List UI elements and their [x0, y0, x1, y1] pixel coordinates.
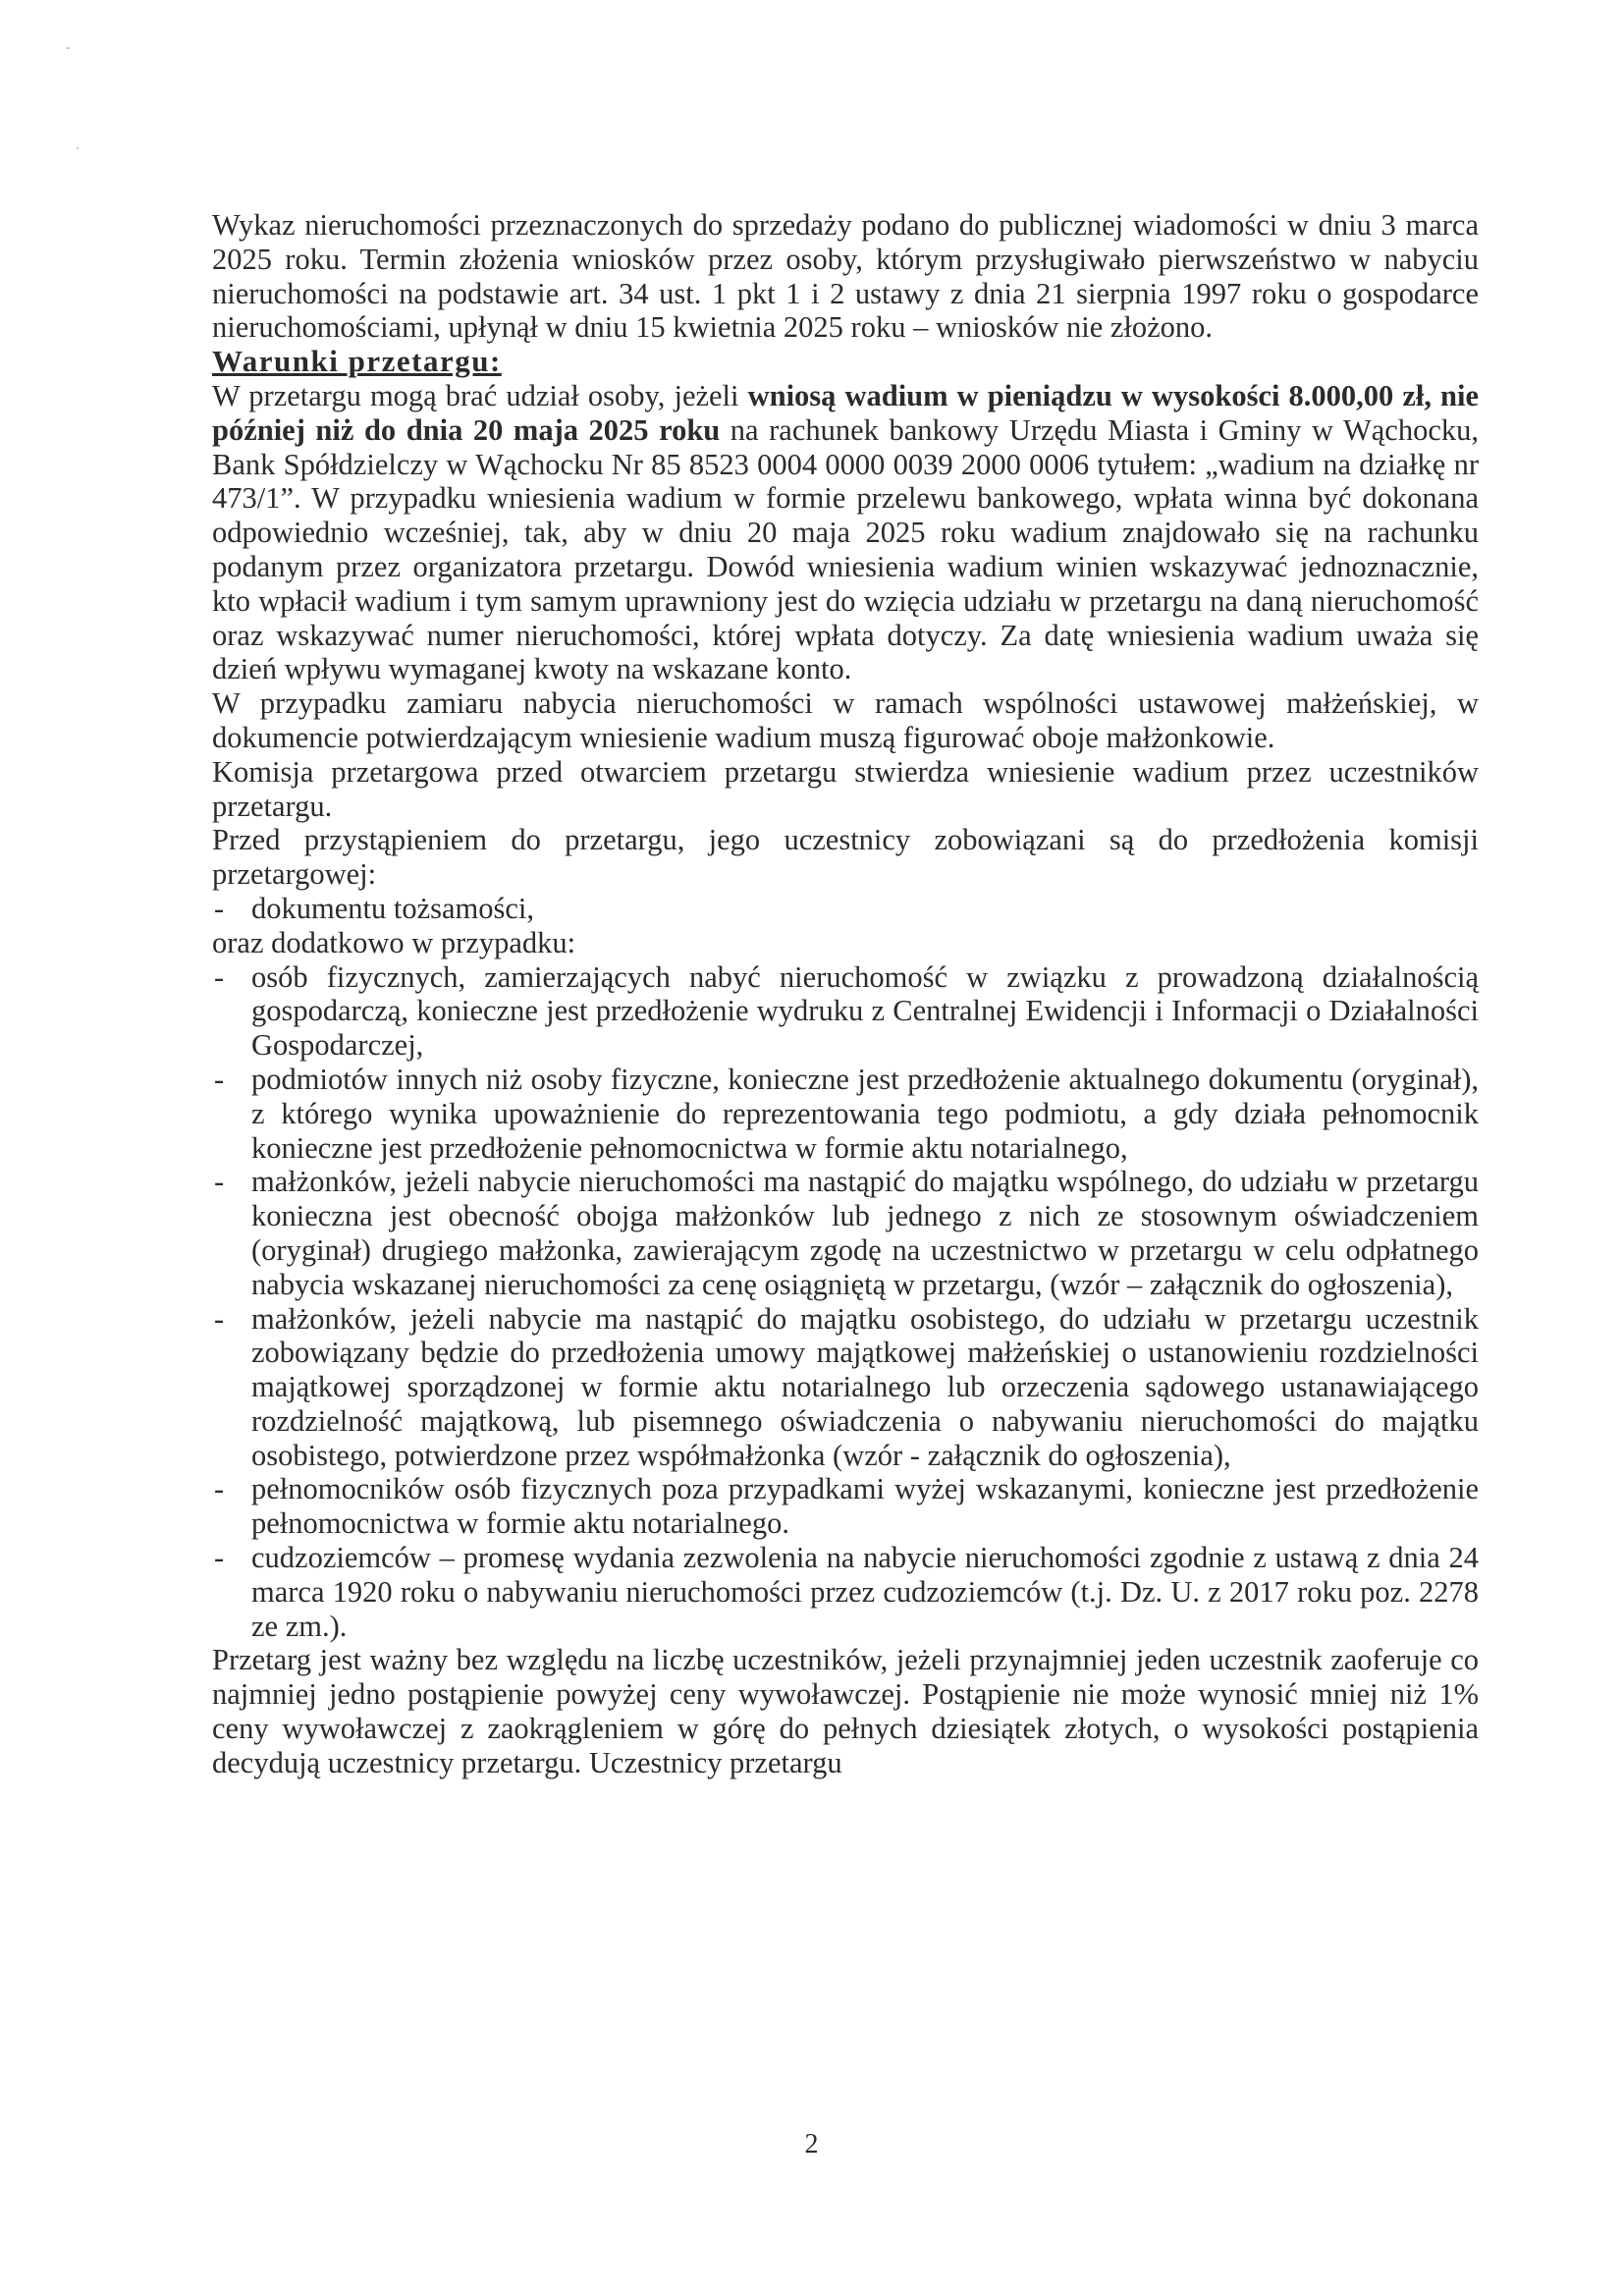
list-item [212, 960, 1479, 1063]
spouses-paragraph: W przypadku zamiaru nabycia nieruchomości w ramach wspólności ustawowej małżeńskiej, w dokumencie potwierdzającym wniesienie wadium muszą figurować oboje małżonkowie. [212, 686, 1479, 754]
list-dash: - [214, 1165, 225, 1199]
closing-paragraph: Przetarg jest ważny bez względu na liczbę uczestników, jeżeli przynajmniej jeden uczestnik zaoferuje co najmniej jedno postąpienie powyżej ceny wywoławczej. Postąpienie nie może wynosić mniej niż 1% ceny wywoławczej z zaokrągleniem w górę do pełnych dziesiątek złotych, o wysokości postąpienia decydują uczestnicy przetargu. Uczestnicy przetargu [212, 1643, 1479, 1779]
scan-artifact [77, 147, 79, 149]
list-item-text: dokumentu tożsamości, [251, 891, 535, 925]
required-documents-list [212, 892, 1479, 926]
page-number: 2 [804, 2129, 819, 2159]
list-dash: - [214, 891, 225, 925]
intro-paragraph: Wykaz nieruchomości przeznaczonych do sprzedaży podano do publicznej wiadomości w dniu 3 marca 2025 roku. Termin złożenia wniosków przez osoby, którym przysługiwało pierwszeństwo w nabyciu nieruchomości na podstawie art. 34 ust. 1 pkt 1 i 2 ustawy z dnia 21 sierpnia 1997 roku o gospodarce nieruchomościami, upłynął w dniu 15 kwietnia 2025 roku – wniosków nie złożono. [212, 208, 1479, 345]
list-item-text: podmiotów innych niż osoby fizyczne, konieczne jest przedłożenie aktualnego dokumentu (oryginał), z którego wynika upoważnienie do reprezentowania tego podmiotu, a gdy działa pełnomocnik konieczne jest przedłożenie pełnomocnictwa w formie aktu notarialnego, [251, 1062, 1479, 1165]
list-item-text: małżonków, jeżeli nabycie nieruchomości ma nastąpić do majątku wspólnego, do udziału w przetargu konieczna jest obecność obojga małżonków lub jednego z nich ze stosownym oświadczeniem (oryginał) drugiego małżonka, zawierającym zgodę na uczestnictwo w przetargu w celu odpłatnego nabycia wskazanej nieruchomości za cenę osiągniętą w przetargu, (wzór – załącznik do ogłoszenia), [251, 1165, 1479, 1301]
wadium-text-1: W przetargu mogą brać udział osoby, jeżeli [212, 378, 748, 412]
list-item [212, 1541, 1479, 1643]
additional-documents-list [212, 960, 1479, 1644]
list-item-text: pełnomocników osób fizycznych poza przypadkami wyżej wskazanymi, konieczne jest przedłożenie pełnomocnictwa w formie aktu notarialnego. [251, 1472, 1479, 1541]
document-body [212, 208, 1479, 1780]
before-paragraph: Przed przystąpieniem do przetargu, jego uczestnicy zobowiązani są do przedłożenia komisji przetargowej: [212, 823, 1479, 892]
section-heading: Warunki przetargu: [212, 344, 502, 379]
list-item-text: cudzoziemców – promesę wydania zezwolenia na nabycie nieruchomości zgodnie z ustawą z dnia 24 marca 1920 roku o nabywaniu nieruchomości przez cudzoziemców (t.j. Dz. U. z 2017 roku poz. 2278 ze zm.). [251, 1541, 1479, 1643]
list-dash: - [214, 1472, 225, 1506]
list-item [212, 1165, 1479, 1301]
wadium-text-2: na rachunek bankowy Urzędu Miasta i Gminy w Wąchocku, Bank Spółdzielczy w Wąchocku Nr 85 8523 0004 0000 0039 2000 0006 tytułem: „wadium na działkę nr 473/1”. W przypadku wniesienia wadium w formie przelewu bankowego, wpłata winna być dokonana odpowiednio wcześniej, tak, aby w dniu 20 maja 2025 roku wadium znajdowało się na rachunku podanym przez organizatora przetargu. Dowód wniesienia wadium winien wskazywać jednoznacznie, kto wpłacił wadium i tym samym uprawniony jest do wzięcia udziału w przetargu na daną nieruchomość oraz wskazywać numer nieruchomości, której wpłata dotyczy. Za datę wniesienia wadium uważa się dzień wpływu wymaganej kwoty na wskazane konto. [212, 412, 1479, 686]
list-item [212, 1063, 1479, 1165]
additionally-paragraph: oraz dodatkowo w przypadku: [212, 925, 576, 959]
wadium-text-bold: wniosą wadium w pieniądzu w wysokości 8.000,00 zł, nie później niż do dnia 20 maja 2025 roku [212, 378, 1479, 447]
list-item [212, 1472, 1479, 1541]
list-item-text: osób fizycznych, zamierzających nabyć nieruchomość w związku z prowadzoną działalnością gospodarczą, konieczne jest przedłożenie wydruku z Centralnej Ewidencji i Informacji o Działalności Gospodarczej, [251, 959, 1479, 1063]
list-dash: - [214, 1062, 225, 1096]
commission-paragraph: Komisja przetargowa przed otwarciem przetargu stwierdza wniesienie wadium przez uczestników przetargu. [212, 754, 1479, 823]
scan-artifact [67, 47, 70, 49]
list-dash: - [214, 1301, 225, 1336]
list-item-text: małżonków, jeżeli nabycie ma nastąpić do majątku osobistego, do udziału w przetargu uczestnik zobowiązany będzie do przedłożenia umowy majątkowej małżeńskiej o ustanowieniu rozdzielności majątkowej sporządzonej w formie aktu notarialnego lub orzeczenia sądowego ustanawiającego rozdzielność majątkową, lub pisemnego oświadczenia o nabywaniu nieruchomości do majątku osobistego, potwierdzone przez współmałżonka (wzór - załącznik do ogłoszenia), [251, 1301, 1479, 1472]
list-item [212, 892, 1479, 926]
list-item [212, 1302, 1479, 1473]
list-dash: - [214, 1541, 225, 1575]
wadium-paragraph [212, 379, 1479, 686]
list-dash: - [214, 959, 225, 994]
